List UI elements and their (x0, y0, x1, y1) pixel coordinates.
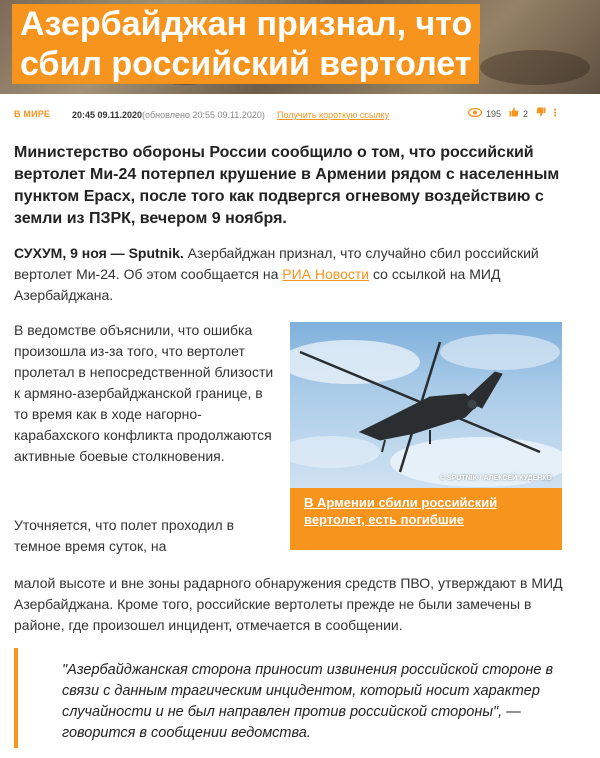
likes-count: 2 (523, 108, 529, 119)
quote-text: "Азербайджанская сторона приносит извинения российской стороне в связи с данным трагическим инцидентом, который носит характер случайности и не был направлен против российской стороны" (62, 662, 554, 720)
paragraph-2: В ведомстве объяснили, что ошибка произошла из-за того, что вертолет пролетал в непосредственной близости к армяно-азербайджанской границе, в то время как в ходе нагорно-карабахского конфликта продолжаются активные боевые столкновения. (14, 322, 274, 464)
helicopter-image (290, 322, 562, 488)
headline-line-2: сбил российский вертолет (12, 44, 479, 84)
get-short-link-button[interactable]: Получить короткую ссылку (277, 110, 390, 120)
more-options-icon[interactable]: ⋮ (550, 108, 560, 119)
paragraph-1-tail: со ссылкой на МИД Азербайджана. (14, 266, 501, 303)
photo-credit: © SPUTNIK / АЛЕКСЕЙ КУДЕНКО (439, 475, 552, 482)
eye-icon (468, 108, 482, 120)
headline-line-1: Азербайджан признал, что (12, 4, 480, 44)
related-article-card[interactable] (290, 322, 562, 550)
dateline: СУХУМ, 9 ноя — Sputnik. (14, 245, 184, 261)
views-count: 195 (486, 108, 502, 119)
hero-banner (0, 0, 600, 94)
article-meta (0, 104, 600, 126)
paragraph-1-text: Азербайджан признал, что случайно сбил российский вертолет Ми-24. Об этом сообщается на (14, 245, 539, 282)
article-stats (468, 107, 559, 120)
paragraph-3: Уточняется, что полет проходил в темное время суток, на (14, 517, 235, 554)
ria-news-link[interactable]: РИА Новости (282, 266, 370, 282)
quote-attribution: , — говорится в сообщении ведомства. (62, 704, 521, 741)
rubric-link[interactable]: В МИРЕ (14, 109, 51, 119)
blockquote (14, 648, 588, 748)
article-lead: Министерство обороны России сообщило о том, что российский вертолет Ми-24 потерпел крушение в Армении рядом с населенным пунктом Ерасх, после того как подвергся огневому воздействию с земли из ПЗРК, вечером 9 ноября. (14, 144, 560, 227)
published-date: 20:45 09.11.2020 (72, 110, 143, 120)
helicopter-photo (290, 322, 562, 488)
thumbs-down-icon[interactable] (536, 107, 546, 120)
updated-date: (обновлено 20:55 09.11.2020) (142, 110, 265, 120)
paragraph-1 (14, 243, 574, 306)
related-article-link[interactable]: В Армении сбили российский вертолет, есть погибшие (304, 495, 498, 527)
paragraph-4: малой высоте и вне зоны радарного обнаружения средств ПВО, утверждают в МИД Азербайджана. Кроме того, российские вертолеты прежде не были замечены в районе, где произошел инцидент, отмечается в сообщении. (14, 575, 563, 633)
thumbs-up-icon[interactable] (509, 107, 519, 120)
